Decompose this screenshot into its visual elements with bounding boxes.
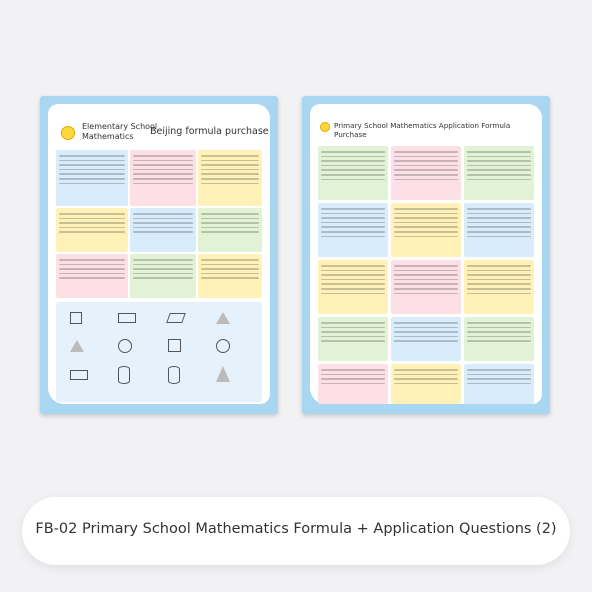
parallelogram-shape bbox=[166, 313, 186, 323]
formula-block bbox=[130, 208, 196, 252]
product-caption: FB-02 Primary School Mathematics Formula + Application Questions (2) bbox=[35, 521, 557, 537]
triangle-shape bbox=[216, 312, 230, 324]
circle-shape bbox=[216, 339, 230, 353]
formula-block bbox=[391, 146, 461, 200]
right-poster bbox=[302, 96, 550, 414]
formula-block bbox=[198, 150, 262, 206]
formula-block bbox=[391, 203, 461, 257]
formula-block bbox=[464, 146, 534, 200]
cuboid-shape bbox=[70, 370, 88, 380]
formula-block bbox=[391, 260, 461, 314]
square-shape bbox=[70, 312, 82, 324]
left-poster bbox=[40, 96, 278, 414]
formula-block bbox=[318, 364, 388, 404]
formula-block bbox=[130, 254, 196, 298]
circle-shape bbox=[118, 339, 132, 353]
right-poster-title-line2: Purchase bbox=[334, 130, 367, 139]
formula-block bbox=[464, 260, 534, 314]
left-poster-title-line1: Elementary School bbox=[82, 122, 158, 131]
formula-block bbox=[464, 364, 534, 404]
formula-block bbox=[318, 260, 388, 314]
formula-block bbox=[198, 208, 262, 252]
cube-shape bbox=[168, 339, 181, 352]
lightbulb-icon bbox=[320, 122, 330, 132]
cone-shape bbox=[216, 366, 230, 382]
triangle-shape bbox=[70, 340, 84, 352]
formula-block bbox=[318, 146, 388, 200]
formula-block bbox=[56, 254, 128, 298]
geometry-shapes-panel bbox=[56, 302, 262, 402]
rectangle-shape bbox=[118, 313, 136, 323]
formula-block bbox=[391, 317, 461, 361]
caption-card bbox=[22, 497, 570, 565]
formula-block bbox=[318, 203, 388, 257]
formula-block bbox=[130, 150, 196, 206]
left-poster-title-right: Beijing formula purchase bbox=[150, 126, 269, 137]
formula-block bbox=[318, 317, 388, 361]
formula-block bbox=[56, 150, 128, 206]
formula-block bbox=[198, 254, 262, 298]
formula-block bbox=[391, 364, 461, 404]
lightbulb-icon bbox=[61, 126, 75, 140]
cylinder-shape bbox=[118, 366, 130, 384]
formula-block bbox=[464, 317, 534, 361]
left-poster-title-line2: Mathematics bbox=[82, 132, 134, 141]
right-poster-sheet bbox=[310, 104, 542, 404]
formula-block bbox=[56, 208, 128, 252]
formula-block bbox=[464, 203, 534, 257]
left-poster-sheet bbox=[48, 104, 270, 404]
left-formula-grid bbox=[56, 150, 262, 298]
right-formula-grid bbox=[318, 146, 534, 404]
cylinder-shape bbox=[168, 366, 180, 384]
right-poster-title-line1: Primary School Mathematics Application Formula bbox=[334, 121, 511, 130]
